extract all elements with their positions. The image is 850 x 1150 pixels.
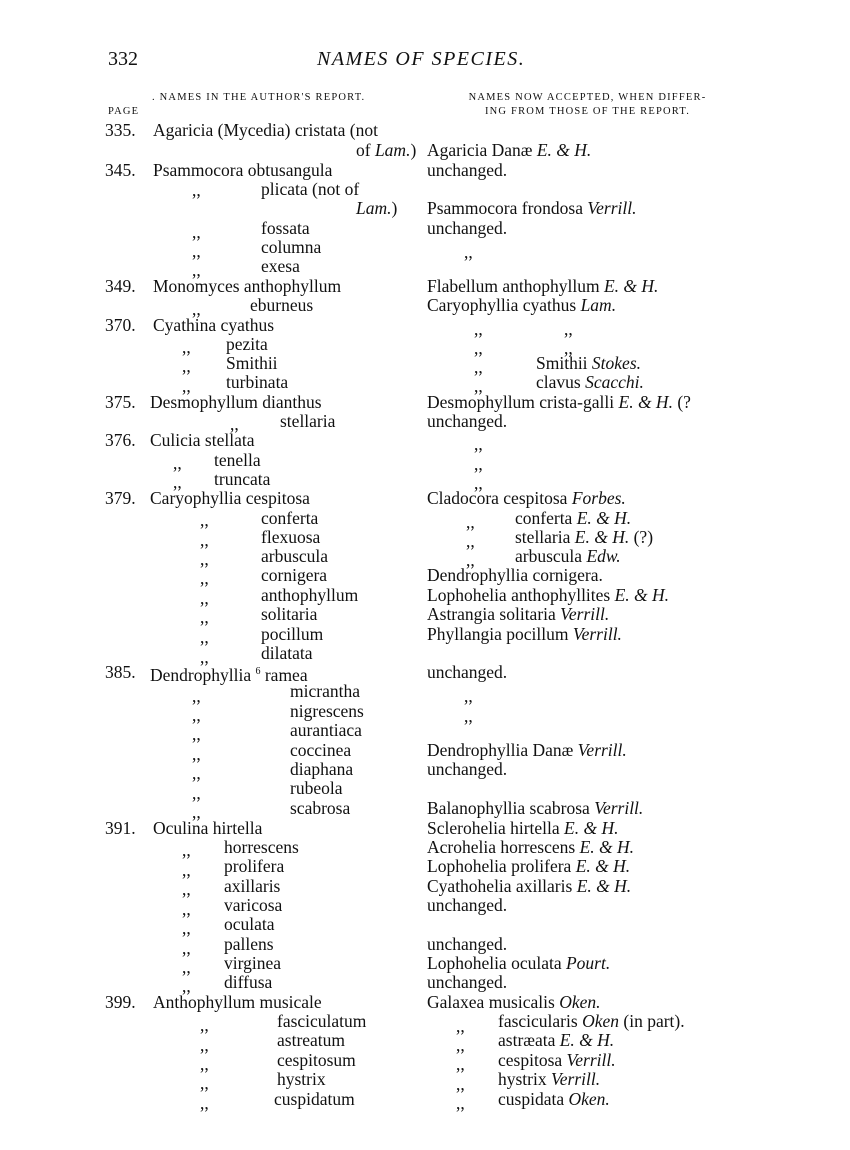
ditto-mark: ,, [200, 549, 209, 569]
accepted-name-part: Lophohelia anthophyllites [427, 585, 611, 605]
footnote-marker: 6 [255, 666, 261, 677]
authority: Stokes. [591, 353, 642, 373]
ditto-mark: ,, [182, 976, 191, 996]
accepted-name [427, 604, 609, 624]
accepted-name-part: Astrangia solitaria [427, 604, 556, 624]
accepted-name [498, 1089, 610, 1109]
species-name: Smithii [226, 353, 278, 373]
authority: Verrill. [551, 1069, 601, 1089]
accepted-name [498, 1030, 614, 1050]
accepted-name [427, 392, 691, 412]
ditto-mark: ,, [456, 1074, 465, 1094]
authority: Verrill. [587, 198, 637, 218]
ditto-mark: ,, [456, 1035, 465, 1055]
authority: Verrill. [594, 798, 644, 818]
page-ref: 349. [105, 276, 136, 296]
species-name: Cyathina cyathus [153, 315, 275, 335]
accepted-name-part: stellaria [515, 527, 571, 547]
accepted-name [427, 198, 637, 218]
accepted-name-part: fascicularis [498, 1011, 578, 1031]
authority: E. & H. [603, 276, 659, 296]
accepted-name [427, 295, 616, 315]
ditto-mark: ,, [466, 531, 475, 551]
accepted-name: unchanged. [427, 662, 508, 682]
ditto-mark: ,, [192, 299, 201, 319]
species-name: diaphana [290, 759, 354, 779]
right-column-header [430, 91, 745, 119]
right-header-line: NAMES NOW ACCEPTED, WHEN DIFFER- [468, 92, 707, 103]
accepted-name [536, 372, 644, 392]
ditto-mark: ,, [200, 1015, 209, 1035]
accepted-name-part: Dendrophyllia Danæ [427, 740, 574, 760]
ditto-mark: ,, [200, 1054, 209, 1074]
accepted-name: unchanged. [427, 972, 508, 992]
accepted-name [515, 527, 653, 547]
species-name: axillaris [224, 876, 281, 896]
authority: Verrill. [560, 604, 610, 624]
accepted-name-part: astræata [498, 1030, 556, 1050]
ditto-mark: ,, [192, 802, 201, 822]
accepted-name: unchanged. [427, 759, 508, 779]
accepted-name-part: Lophohelia oculata [427, 953, 562, 973]
ditto-mark: ,, [200, 530, 209, 550]
authority: Lam. [580, 295, 617, 315]
authority: Lam. [356, 198, 392, 218]
ditto-mark: ,, [192, 180, 201, 200]
species-name: exesa [261, 256, 300, 276]
page-ref: 391. [105, 818, 136, 838]
species-name: eburneus [250, 295, 314, 315]
accepted-name-part: cespitosa [498, 1050, 563, 1070]
accepted-name-part: (?) [633, 527, 654, 547]
page-ref: 376. [105, 430, 136, 450]
accepted-name [515, 508, 631, 528]
accepted-name [498, 1011, 685, 1031]
accepted-name: unchanged. [427, 411, 508, 431]
species-name: hystrix [277, 1069, 326, 1089]
accepted-name [427, 837, 634, 857]
ditto-mark: ,, [182, 840, 191, 860]
right-header-line: ING FROM THOSE OF THE REPORT. [484, 106, 691, 117]
accepted-name [427, 992, 601, 1012]
species-name: Desmophyllum dianthus [150, 392, 322, 412]
ditto-mark: ,, [464, 706, 473, 726]
ditto-mark: ,, [564, 319, 573, 339]
accepted-name-part: (in part). [623, 1011, 685, 1031]
species-name: nigrescens [290, 701, 364, 721]
accepted-name-part: cuspidata [498, 1089, 565, 1109]
accepted-name [427, 140, 591, 160]
page-ref: 335. [105, 120, 136, 140]
left-column-header [108, 91, 413, 119]
accepted-name: unchanged. [427, 934, 508, 954]
species-name: prolifera [224, 856, 285, 876]
accepted-name-part: Balanophyllia scabrosa [427, 798, 590, 818]
ditto-mark: ,, [474, 473, 483, 493]
species-name: solitaria [261, 604, 318, 624]
species-name: Caryophyllia cespitosa [150, 488, 310, 508]
accepted-name-part: arbuscula [515, 546, 583, 566]
species-name: horrescens [224, 837, 299, 857]
ditto-mark: ,, [474, 338, 483, 358]
species-name: Monomyces anthophyllum [153, 276, 342, 296]
accepted-name-part: Acrohelia horrescens [427, 837, 576, 857]
ditto-mark: ,, [192, 260, 201, 280]
species-name: plicata (not of [261, 179, 360, 199]
ditto-mark: ,, [464, 686, 473, 706]
authority: Pourt. [565, 953, 611, 973]
authority: Verrill. [577, 740, 627, 760]
ditto-mark: ,, [182, 899, 191, 919]
ditto-mark: ,, [474, 434, 483, 454]
ditto-mark: ,, [200, 607, 209, 627]
ditto-mark: ,, [200, 647, 209, 667]
species-name: pezita [226, 334, 268, 354]
authority: E. & H. [564, 818, 619, 838]
ditto-mark: ,, [192, 783, 201, 803]
authority: Verrill. [566, 1050, 616, 1070]
accepted-name: unchanged. [427, 895, 508, 915]
ditto-mark: ,, [182, 337, 191, 357]
species-name: diffusa [224, 972, 273, 992]
left-header-line: . NAMES IN THE AUTHOR'S REPORT. [152, 92, 366, 103]
ditto-mark: ,, [200, 1035, 209, 1055]
species-name: varicosa [224, 895, 283, 915]
ditto-mark: ,, [564, 338, 573, 358]
ditto-mark: ,, [464, 242, 473, 262]
ditto-mark: ,, [474, 357, 483, 377]
accepted-name [498, 1069, 600, 1089]
ditto-mark: ,, [192, 686, 201, 706]
species-name-part: ) [391, 198, 398, 218]
authority: E. & H. [574, 527, 630, 547]
ditto-mark: ,, [474, 454, 483, 474]
species-name: virginea [224, 953, 282, 973]
ditto-mark: ,, [182, 879, 191, 899]
accepted-name [427, 953, 610, 973]
species-name: aurantiaca [290, 720, 362, 740]
species-name: cornigera [261, 565, 328, 585]
page-ref: 385. [105, 662, 136, 682]
page-ref: 345. [105, 160, 136, 180]
accepted-name-part: (? [677, 392, 691, 412]
accepted-name-part: Flabellum anthophyllum [427, 276, 600, 296]
species-name: Agaricia (Mycedia) cristata (not [153, 120, 378, 140]
accepted-name [427, 488, 626, 508]
species-name: Psammocora obtusangula [153, 160, 333, 180]
accepted-name-part: Galaxea musicalis [427, 992, 555, 1012]
accepted-name-part: Lophohelia prolifera [427, 856, 572, 876]
ditto-mark: ,, [182, 918, 191, 938]
ditto-mark: ,, [182, 376, 191, 396]
authority: E. & H. [576, 876, 632, 896]
ditto-mark: ,, [200, 510, 209, 530]
accepted-name [498, 1050, 616, 1070]
ditto-mark: ,, [200, 588, 209, 608]
ditto-mark: ,, [200, 627, 209, 647]
ditto-mark: ,, [200, 1073, 209, 1093]
authority: Oken [582, 1011, 619, 1031]
accepted-name: Dendrophyllia cornigera. [427, 565, 603, 585]
accepted-name [536, 353, 641, 373]
species-name-part: Dendrophyllia [150, 664, 252, 685]
ditto-mark: ,, [173, 453, 182, 473]
species-name [150, 662, 308, 685]
species-name: fasciculatum [277, 1011, 367, 1031]
accepted-name-part: hystrix [498, 1069, 547, 1089]
authority: E. & H. [536, 140, 592, 160]
accepted-name-part: Sclerohelia hirtella [427, 818, 560, 838]
ditto-mark: ,, [192, 724, 201, 744]
authority: E. & H. [576, 508, 632, 528]
accepted-name-part: Phyllangia pocillum [427, 624, 569, 644]
species-name: pocillum [261, 624, 324, 644]
species-name: pallens [224, 934, 274, 954]
ditto-mark: ,, [466, 550, 475, 570]
authority: Forbes. [571, 488, 626, 508]
ditto-mark: ,, [192, 222, 201, 242]
accepted-name-part: conferta [515, 508, 573, 528]
ditto-mark: ,, [192, 241, 201, 261]
ditto-mark: ,, [456, 1054, 465, 1074]
page-ref: 370. [105, 315, 136, 335]
authority: Oken. [559, 992, 601, 1012]
accepted-name [427, 740, 627, 760]
accepted-name-part: Desmophyllum crista-galli [427, 392, 615, 412]
species-name: dilatata [261, 643, 313, 663]
species-name: astreatum [277, 1030, 346, 1050]
species-name: arbuscula [261, 546, 329, 566]
species-name: flexuosa [261, 527, 321, 547]
species-name: stellaria [280, 411, 336, 431]
authority: E. & H. [579, 837, 635, 857]
accepted-name-part: Cyathohelia axillaris [427, 876, 573, 896]
ditto-mark: ,, [182, 860, 191, 880]
ditto-mark: ,, [192, 705, 201, 725]
authority: E. & H. [614, 585, 670, 605]
species-name: anthophyllum [261, 585, 359, 605]
species-name: micrantha [290, 681, 360, 701]
accepted-name-part: Psammocora frondosa [427, 198, 584, 218]
species-name: scabrosa [290, 798, 351, 818]
authority: E. & H. [575, 856, 631, 876]
accepted-name-part: Cladocora cespitosa [427, 488, 568, 508]
accepted-name [427, 585, 669, 605]
page-title: NAMES OF SPECIES. [317, 48, 526, 70]
page-ref: 375. [105, 392, 136, 412]
species-name: rubeola [290, 778, 343, 798]
species-name: cuspidatum [274, 1089, 355, 1109]
accepted-name: unchanged. [427, 218, 508, 238]
ditto-mark: ,, [182, 957, 191, 977]
ditto-mark: ,, [200, 1093, 209, 1113]
species-name: turbinata [226, 372, 289, 392]
ditto-mark: ,, [192, 744, 201, 764]
ditto-mark: ,, [182, 356, 191, 376]
species-name-part: ) [410, 140, 417, 160]
accepted-name [427, 276, 658, 296]
accepted-name [427, 856, 630, 876]
authority: E. & H. [559, 1030, 615, 1050]
ditto-mark: ,, [474, 376, 483, 396]
ditto-mark: ,, [182, 938, 191, 958]
species-name: Oculina hirtella [153, 818, 263, 838]
page-ref: 379. [105, 488, 136, 508]
accepted-name-part: clavus [536, 372, 581, 392]
authority: E. & H. [618, 392, 673, 412]
species-name: columna [261, 237, 322, 257]
accepted-name-part: Agaricia Danæ [427, 140, 533, 160]
species-name-part: ramea [264, 664, 308, 685]
authority: Lam. [374, 140, 411, 160]
species-name: coccinea [290, 740, 352, 760]
ditto-mark: ,, [173, 472, 182, 492]
ditto-mark: ,, [192, 763, 201, 783]
species-name [356, 140, 416, 160]
ditto-mark: ,, [230, 414, 239, 434]
accepted-name-part: Caryophyllia cyathus [427, 295, 577, 315]
species-name: conferta [261, 508, 319, 528]
species-name: oculata [224, 914, 275, 934]
ditto-mark: ,, [456, 1016, 465, 1036]
page-column-label: PAGE [108, 106, 140, 117]
authority: Edw. [586, 546, 621, 566]
species-name-part: of [356, 140, 371, 160]
ditto-mark: ,, [474, 319, 483, 339]
species-name [356, 198, 397, 218]
page-ref: 399. [105, 992, 136, 1012]
authority: Scacchi. [585, 372, 644, 392]
ditto-mark: ,, [456, 1093, 465, 1113]
ditto-mark: ,, [466, 512, 475, 532]
accepted-name: unchanged. [427, 160, 508, 180]
accepted-name [427, 818, 618, 838]
ditto-mark: ,, [200, 568, 209, 588]
species-name: truncata [214, 469, 271, 489]
accepted-name [427, 876, 631, 896]
authority: Verrill. [572, 624, 622, 644]
species-name: cespitosum [277, 1050, 356, 1070]
accepted-name [515, 546, 621, 566]
authority: Oken. [568, 1089, 610, 1109]
accepted-name [427, 798, 643, 818]
accepted-name [427, 624, 622, 644]
species-name: tenella [214, 450, 261, 470]
page-number: 332 [108, 48, 138, 70]
species-name: Anthophyllum musicale [153, 992, 322, 1012]
species-name: fossata [261, 218, 310, 238]
accepted-name-part: Smithii [536, 353, 588, 373]
species-name: Culicia stellata [150, 430, 255, 450]
